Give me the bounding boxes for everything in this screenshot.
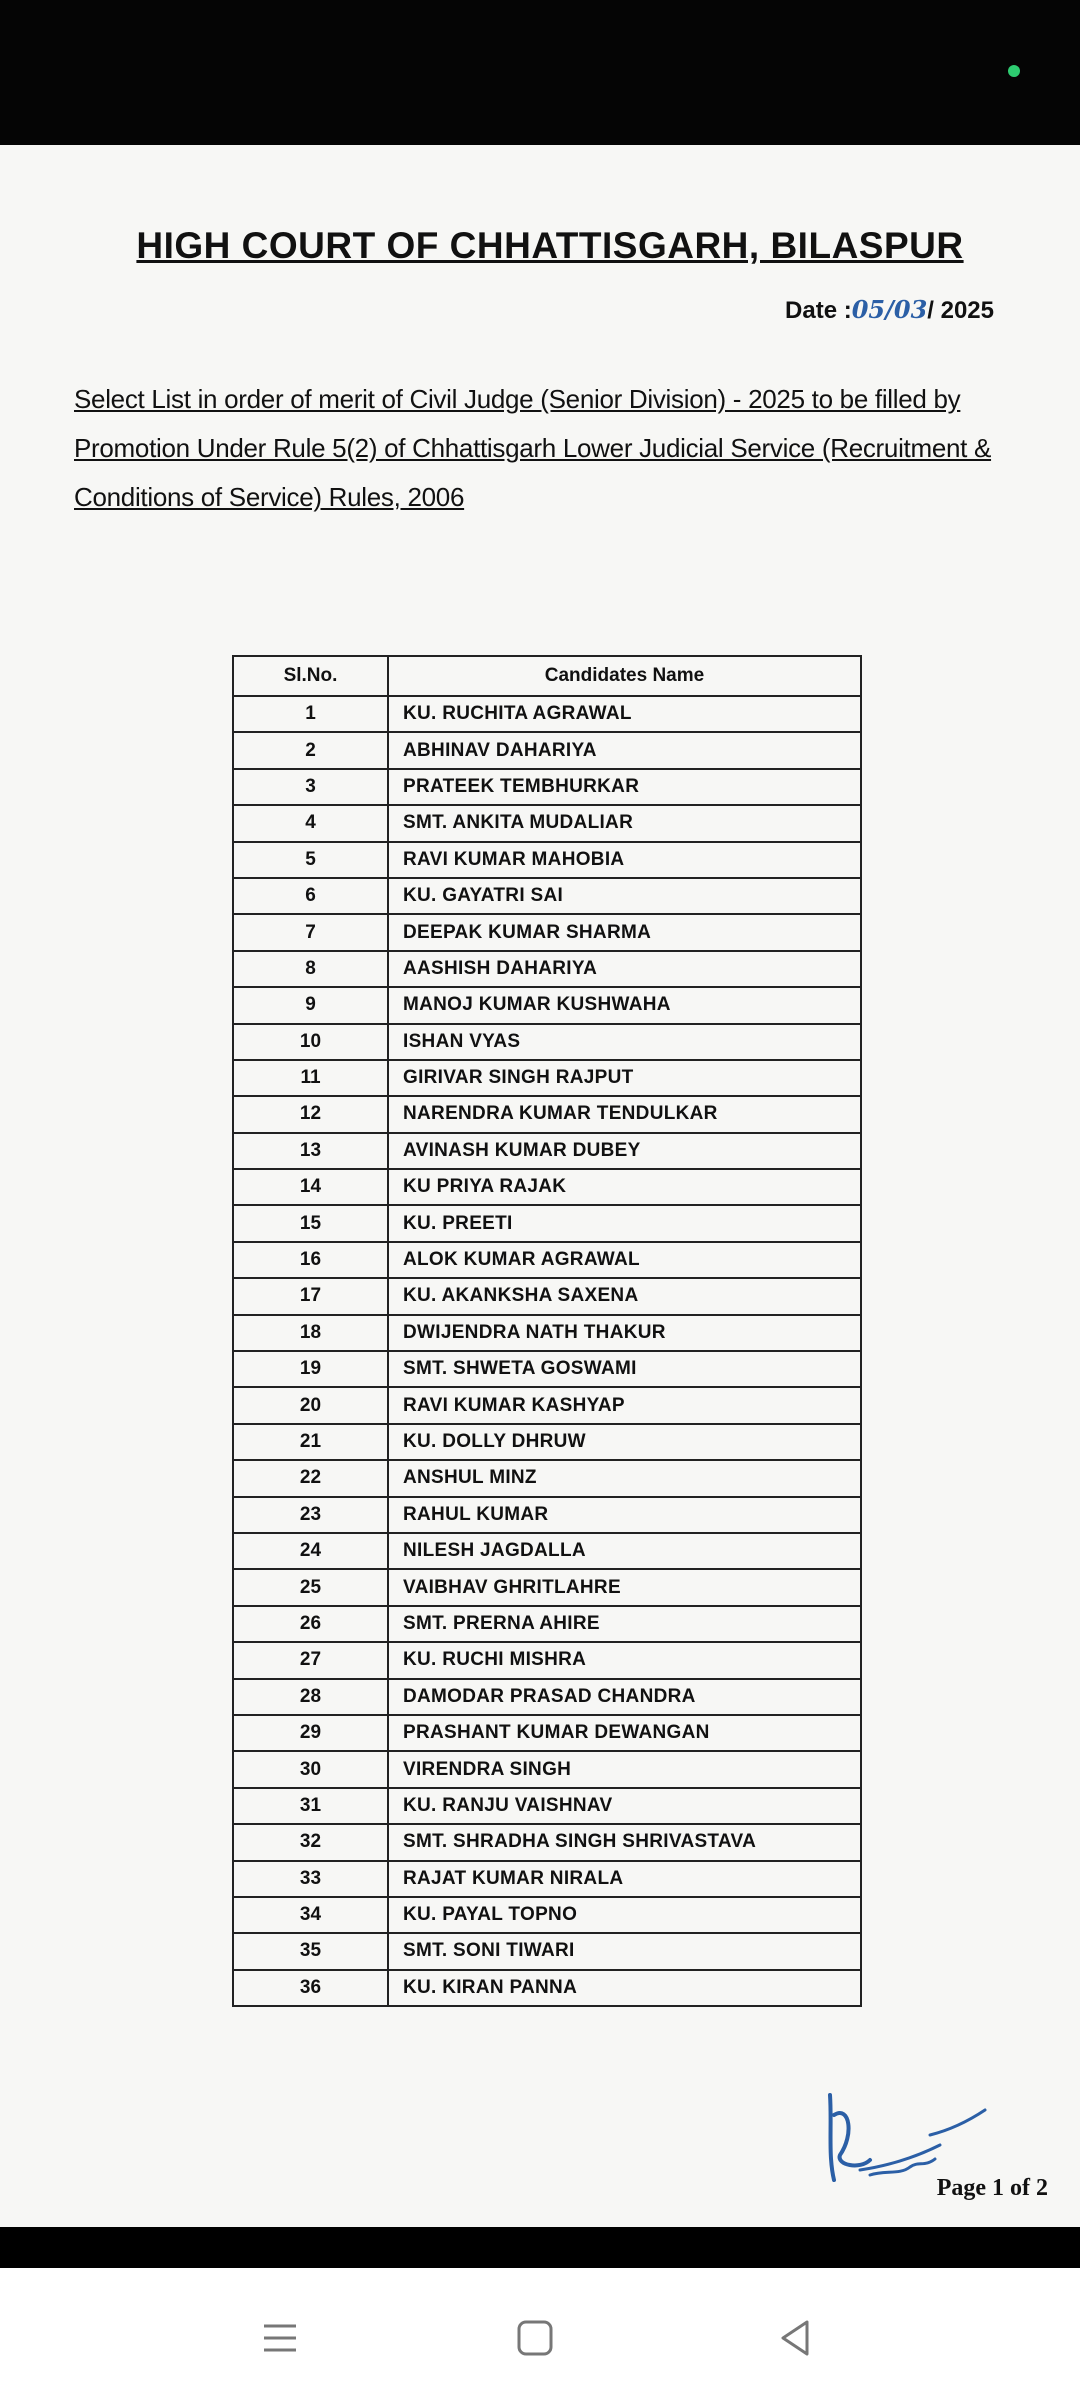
row-sl-no: 29: [233, 1715, 388, 1751]
row-candidate-name: NILESH JAGDALLA: [388, 1533, 861, 1569]
row-candidate-name: DEEPAK KUMAR SHARMA: [388, 914, 861, 950]
row-candidate-name: DWIJENDRA NATH THAKUR: [388, 1315, 861, 1351]
row-sl-no: 24: [233, 1533, 388, 1569]
table-header-row: [233, 656, 861, 696]
row-candidate-name: RAJAT KUMAR NIRALA: [388, 1861, 861, 1897]
row-candidate-name: KU PRIYA RAJAK: [388, 1169, 861, 1205]
row-candidate-name: KU. DOLLY DHRUW: [388, 1424, 861, 1460]
table-row: [233, 1096, 861, 1132]
document-subject: Select List in order of merit of Civil Judge (Senior Division) - 2025 to be filled by Promotion Under Rule 5(2) of Chhattisgarh Lower Judicial Service (Recruitment & Conditions of Service) Rules, 2006: [74, 384, 992, 512]
row-candidate-name: SMT. SHWETA GOSWAMI: [388, 1351, 861, 1387]
table-row: [233, 914, 861, 950]
row-sl-no: 17: [233, 1278, 388, 1314]
row-sl-no: 22: [233, 1460, 388, 1496]
row-candidate-name: KU. PAYAL TOPNO: [388, 1897, 861, 1933]
camera-indicator-icon: [1008, 65, 1020, 77]
table-row: [233, 1060, 861, 1096]
table-row: [233, 1861, 861, 1897]
row-sl-no: 3: [233, 769, 388, 805]
home-icon[interactable]: [505, 2308, 565, 2368]
row-candidate-name: PRATEEK TEMBHURKAR: [388, 769, 861, 805]
table-row: [233, 987, 861, 1023]
page-number: Page 1 of 2: [936, 2175, 1048, 2201]
row-candidate-name: AVINASH KUMAR DUBEY: [388, 1133, 861, 1169]
table-row: [233, 805, 861, 841]
row-candidate-name: ALOK KUMAR AGRAWAL: [388, 1242, 861, 1278]
table-row: [233, 1788, 861, 1824]
row-sl-no: 13: [233, 1133, 388, 1169]
row-sl-no: 26: [233, 1606, 388, 1642]
table-row: [233, 1169, 861, 1205]
row-sl-no: 34: [233, 1897, 388, 1933]
table-row: [233, 1642, 861, 1678]
table-row: [233, 1351, 861, 1387]
row-sl-no: 33: [233, 1861, 388, 1897]
document-date: [785, 295, 994, 325]
table-row: [233, 1824, 861, 1860]
table-row: [233, 1533, 861, 1569]
header-sl-no: Sl.No.: [233, 656, 388, 696]
row-sl-no: 10: [233, 1024, 388, 1060]
table-row: [233, 878, 861, 914]
row-sl-no: 19: [233, 1351, 388, 1387]
row-candidate-name: KU. RUCHITA AGRAWAL: [388, 696, 861, 732]
table-row: [233, 951, 861, 987]
table-row: [233, 1933, 861, 1969]
table-row: [233, 1278, 861, 1314]
row-sl-no: 35: [233, 1933, 388, 1969]
row-candidate-name: SMT. PRERNA AHIRE: [388, 1606, 861, 1642]
back-icon[interactable]: [765, 2308, 825, 2368]
table-row: [233, 769, 861, 805]
row-sl-no: 16: [233, 1242, 388, 1278]
table-row: [233, 696, 861, 732]
row-sl-no: 32: [233, 1824, 388, 1860]
table-row: [233, 1315, 861, 1351]
row-candidate-name: PRASHANT KUMAR DEWANGAN: [388, 1715, 861, 1751]
row-sl-no: 23: [233, 1497, 388, 1533]
row-candidate-name: GIRIVAR SINGH RAJPUT: [388, 1060, 861, 1096]
row-candidate-name: KU. PREETI: [388, 1205, 861, 1241]
row-sl-no: 31: [233, 1788, 388, 1824]
row-candidate-name: RAVI KUMAR KASHYAP: [388, 1387, 861, 1423]
table-row: [233, 1606, 861, 1642]
date-label: Date :: [785, 297, 852, 324]
row-candidate-name: VIRENDRA SINGH: [388, 1751, 861, 1787]
row-sl-no: 9: [233, 987, 388, 1023]
table-row: [233, 1133, 861, 1169]
document-page: [0, 145, 1080, 2227]
row-sl-no: 20: [233, 1387, 388, 1423]
row-candidate-name: SMT. SONI TIWARI: [388, 1933, 861, 1969]
header-candidate-name: Candidates Name: [388, 656, 861, 696]
row-candidate-name: AASHISH DAHARIYA: [388, 951, 861, 987]
navigation-bar: [0, 2268, 1080, 2400]
row-sl-no: 30: [233, 1751, 388, 1787]
row-candidate-name: KU. GAYATRI SAI: [388, 878, 861, 914]
row-candidate-name: DAMODAR PRASAD CHANDRA: [388, 1679, 861, 1715]
row-candidate-name: NARENDRA KUMAR TENDULKAR: [388, 1096, 861, 1132]
row-sl-no: 8: [233, 951, 388, 987]
document-title: HIGH COURT OF CHHATTISGARH, BILASPUR: [136, 225, 964, 266]
row-sl-no: 1: [233, 696, 388, 732]
table-row: [233, 732, 861, 768]
row-candidate-name: RAHUL KUMAR: [388, 1497, 861, 1533]
row-sl-no: 25: [233, 1569, 388, 1605]
row-candidate-name: RAVI KUMAR MAHOBIA: [388, 842, 861, 878]
row-candidate-name: MANOJ KUMAR KUSHWAHA: [388, 987, 861, 1023]
row-sl-no: 6: [233, 878, 388, 914]
row-candidate-name: SMT. ANKITA MUDALIAR: [388, 805, 861, 841]
date-handwritten: 05/03: [851, 295, 928, 324]
table-row: [233, 1460, 861, 1496]
row-candidate-name: ISHAN VYAS: [388, 1024, 861, 1060]
candidates-table: [232, 655, 862, 2007]
table-row: [233, 842, 861, 878]
table-row: [233, 1569, 861, 1605]
row-sl-no: 27: [233, 1642, 388, 1678]
table-row: [233, 1897, 861, 1933]
table-row: [233, 1242, 861, 1278]
table-row: [233, 1751, 861, 1787]
row-candidate-name: ABHINAV DAHARIYA: [388, 732, 861, 768]
row-candidate-name: KU. KIRAN PANNA: [388, 1970, 861, 2006]
menu-icon[interactable]: [250, 2308, 310, 2368]
row-candidate-name: KU. RUCHI MISHRA: [388, 1642, 861, 1678]
table-row: [233, 1970, 861, 2006]
date-year: / 2025: [927, 297, 994, 324]
row-candidate-name: VAIBHAV GHRITLAHRE: [388, 1569, 861, 1605]
row-sl-no: 15: [233, 1205, 388, 1241]
table-row: [233, 1679, 861, 1715]
row-sl-no: 4: [233, 805, 388, 841]
row-candidate-name: ANSHUL MINZ: [388, 1460, 861, 1496]
row-sl-no: 12: [233, 1096, 388, 1132]
table-row: [233, 1205, 861, 1241]
row-sl-no: 36: [233, 1970, 388, 2006]
table-row: [233, 1497, 861, 1533]
row-candidate-name: KU. RANJU VAISHNAV: [388, 1788, 861, 1824]
table-row: [233, 1024, 861, 1060]
status-bar: [0, 0, 1080, 145]
row-sl-no: 7: [233, 914, 388, 950]
row-sl-no: 11: [233, 1060, 388, 1096]
row-sl-no: 18: [233, 1315, 388, 1351]
table-row: [233, 1715, 861, 1751]
row-candidate-name: KU. AKANKSHA SAXENA: [388, 1278, 861, 1314]
row-sl-no: 28: [233, 1679, 388, 1715]
row-sl-no: 5: [233, 842, 388, 878]
row-candidate-name: SMT. SHRADHA SINGH SHRIVASTAVA: [388, 1824, 861, 1860]
row-sl-no: 2: [233, 732, 388, 768]
table-row: [233, 1424, 861, 1460]
table-row: [233, 1387, 861, 1423]
row-sl-no: 14: [233, 1169, 388, 1205]
row-sl-no: 21: [233, 1424, 388, 1460]
